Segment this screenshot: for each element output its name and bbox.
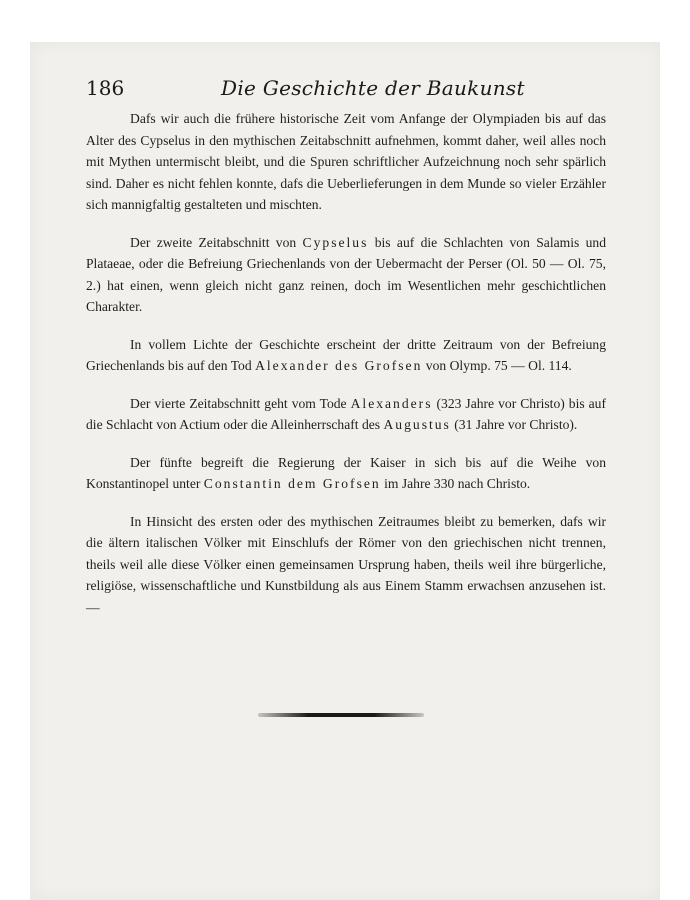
name-constantin: Constantin dem Grofsen xyxy=(203,476,381,491)
paragraph-5-text-c: im Jahre 330 nach Christo. xyxy=(380,476,531,491)
name-augustus: Augustus xyxy=(383,417,451,432)
paragraph-6: In Hinsicht des ersten oder des mythischen Zeitraumes bleibt zu bemerken, dafs wir die ältern italischen Völker mit Einschlufs der Römer von den griechischen nicht trennen, theils weil alle diese Völker einen gemeinsamen Ursprung haben, theils weil ihre bürgerliche, religiöse, wissenschaftliche und Kunstbildung als aus Einem Stamm erwachsen anzusehen ist. — xyxy=(86,513,606,615)
running-title: Die Geschichte der Baukunst xyxy=(221,76,525,100)
paragraph-4-text-c: (323 Jahre vor Christo) bis auf die Schlacht von Actium oder die Alleinherrschaft des xyxy=(86,395,606,432)
end-rule-divider xyxy=(258,713,424,717)
name-alexanders: Alexanders xyxy=(350,395,433,411)
paragraph-5 xyxy=(86,452,606,495)
paragraph-4-text-a: Der vierte Zeitabschnitt geht vom Tode xyxy=(130,395,351,411)
paragraph-1: Dafs wir auch die frühere historische Zeit vom Anfange der Olympiaden bis auf das Alter des Cypselus in den mythischen Zeitabschnitt aufnehmen, kommt daher, weil alles noch mit Mythen untermischt bleibt, und die Spuren schriftlicher Aufzeichnung noch sehr spärlich sind. Daher es nicht fehlen konnte, dafs die Ueberlieferungen in dem Munde so vieler Erzähler sich mannigfaltig gestalteten und mischten. xyxy=(86,111,606,212)
paragraph-4 xyxy=(86,393,606,436)
paragraph-3-text-a: In vollem Lichte der Geschichte erscheint der dritte Zeitraum von der Befreiung Griechenlands bis auf den Tod xyxy=(86,336,606,373)
paragraph-3 xyxy=(86,334,606,377)
page-header xyxy=(86,76,626,106)
page-number: 186 xyxy=(86,76,125,100)
name-cypselus: Cypselus xyxy=(302,234,369,250)
paragraph-4-text-e: (31 Jahre vor Christo). xyxy=(450,417,578,432)
paragraph-2-text-a: Der zweite Zeitabschnitt von xyxy=(130,234,303,250)
paragraph-3-text-c: von Olymp. 75 — Ol. 114. xyxy=(422,358,572,373)
paragraph-2-text-c: bis auf die Schlachten von Salamis und Plataeae, oder die Befreiung Griechenlands von der Uebermacht der Perser (Ol. 50 — Ol. 75, 2.) hat einen, wenn gleich nicht ganz reinen, doch im Wesentlichen mehr geschichtlichen Charakter. xyxy=(86,234,606,314)
paragraph-5-text-a: Der fünfte begreift die Regierung der Kaiser in sich bis auf die Weihe von Konstantinopel unter xyxy=(86,454,606,491)
name-alexander: Alexander des Grofsen xyxy=(255,358,423,373)
body-text xyxy=(86,108,606,618)
paragraph-2 xyxy=(86,232,606,318)
